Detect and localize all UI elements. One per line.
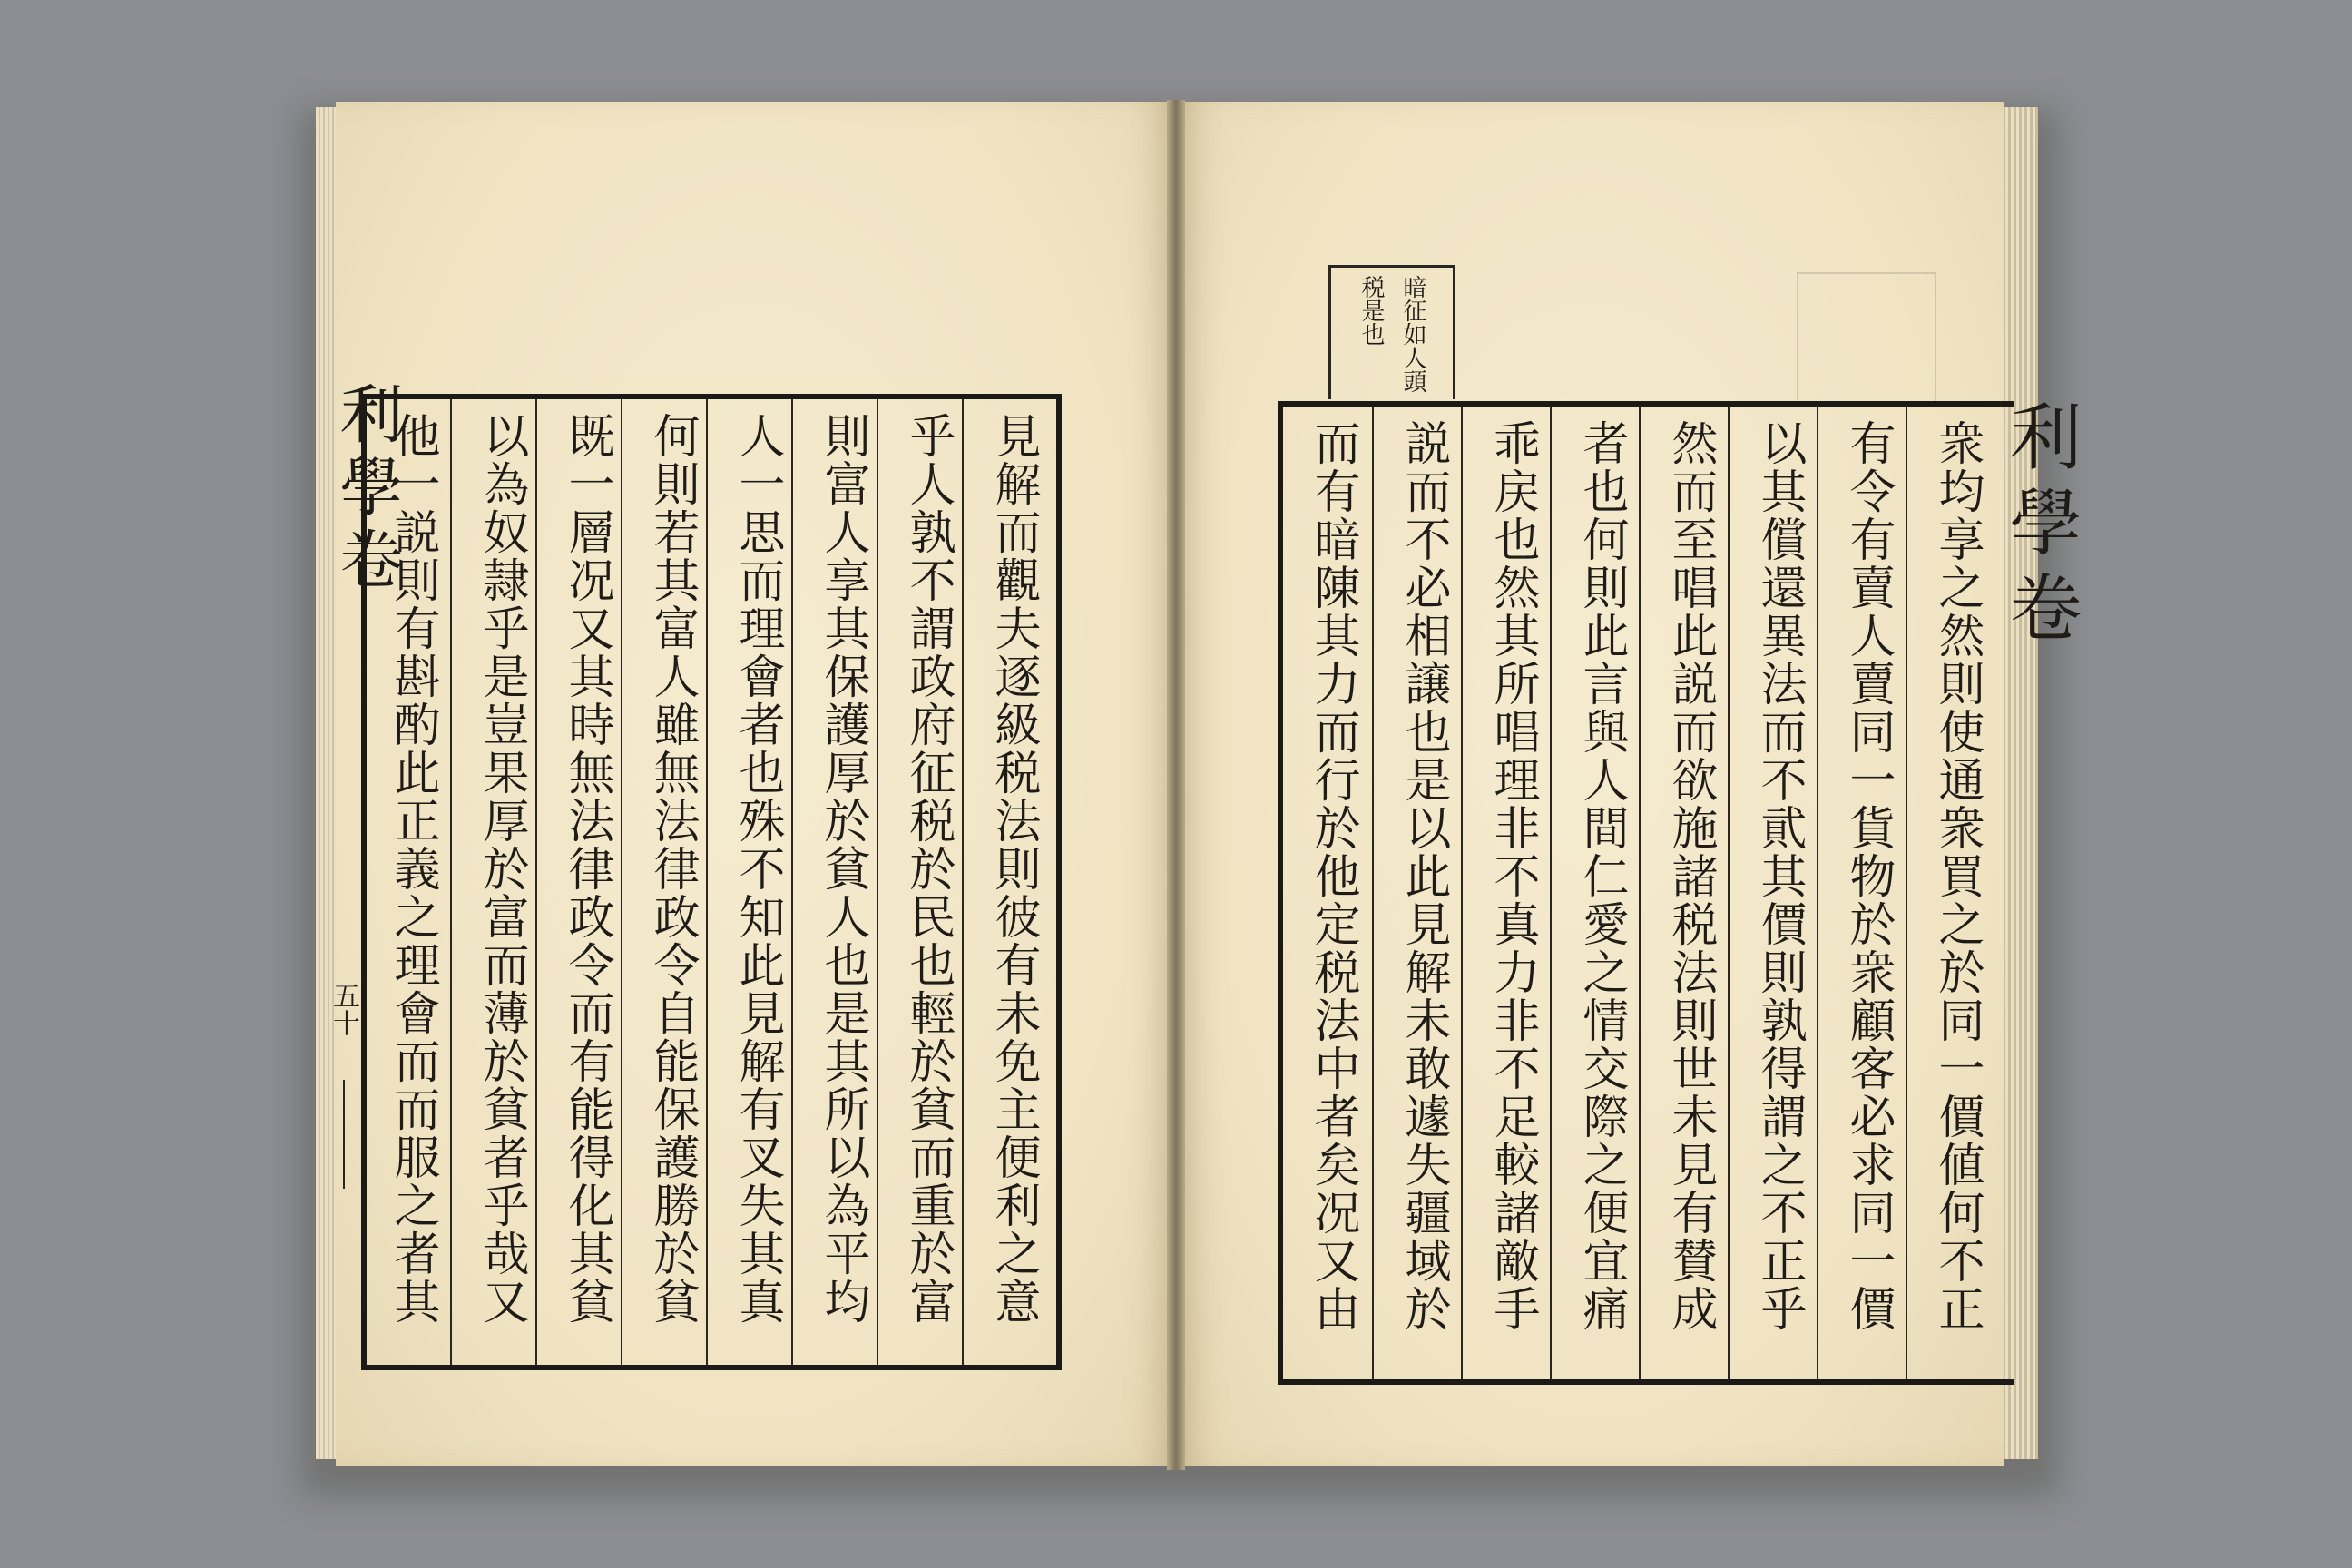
- book-gutter: [1167, 100, 1185, 1470]
- folio-number: 五十: [328, 982, 359, 1036]
- text-column: 者也何則此言與人間仁愛之情交際之便宜痛: [1574, 419, 1628, 1333]
- column-rule: [1906, 407, 1907, 1379]
- column-rule: [1817, 407, 1818, 1379]
- right-text-frame: [1278, 401, 2014, 1385]
- text-column: 乖戻也然其所唱理非不真力非不足較諸敵手: [1485, 419, 1539, 1333]
- column-rule: [450, 399, 452, 1365]
- margin-note-line: 税是也: [1357, 275, 1385, 346]
- text-column: 既一層况又其時無法律政令而有能得化其貧: [560, 412, 613, 1326]
- margin-note-box: [1328, 265, 1455, 399]
- text-column: 乎人孰不謂政府征税於民也輕於貧而重於富: [901, 412, 955, 1326]
- text-column: 説而不必相譲也是以此見解未敢遽失疆域於: [1396, 419, 1450, 1333]
- text-column: 衆均享之然則使通衆買之於同一價値何不正: [1930, 419, 1984, 1333]
- text-column: 而有暗陳其力而行於他定税法中者矣况又由: [1306, 419, 1359, 1333]
- column-rule: [1639, 407, 1641, 1379]
- text-column: 他一説則有斟酌此正義之理會而而服之者其: [386, 412, 439, 1326]
- bleed-through-box: [1797, 272, 1936, 403]
- left-side-title: 利學卷: [329, 381, 404, 599]
- text-column: 有令有賣人賣同一貨物於衆顧客必求同一價: [1841, 419, 1895, 1333]
- text-column: 何則若其富人雖無法律政令自能保護勝於貧: [645, 412, 699, 1326]
- text-column: 見解而觀夫逐級税法則彼有未免主便利之意: [986, 412, 1040, 1326]
- column-rule: [1372, 407, 1374, 1379]
- left-text-frame: [361, 394, 1062, 1370]
- margin-note-line: 暗征如人頭: [1399, 275, 1426, 393]
- column-rule: [1728, 407, 1730, 1379]
- right-side-title: 利學卷: [1997, 399, 2082, 655]
- text-column: 人一思而理會者也殊不知此見解有叉失其真: [730, 412, 784, 1326]
- text-column: 然而至唱此説而欲施諸税法則世未見有賛成: [1663, 419, 1717, 1333]
- text-column: 以為奴隷乎是豈果厚於富而薄於貧者乎哉又: [475, 412, 528, 1326]
- folio-rule: [343, 1080, 345, 1189]
- column-rule: [1550, 407, 1552, 1379]
- text-column: 則富人享其保護厚於貧人也是其所以為平均: [816, 412, 869, 1326]
- column-rule: [1461, 407, 1463, 1379]
- text-column: 以其償還異法而不貮其價則孰得謂之不正乎: [1752, 419, 1806, 1333]
